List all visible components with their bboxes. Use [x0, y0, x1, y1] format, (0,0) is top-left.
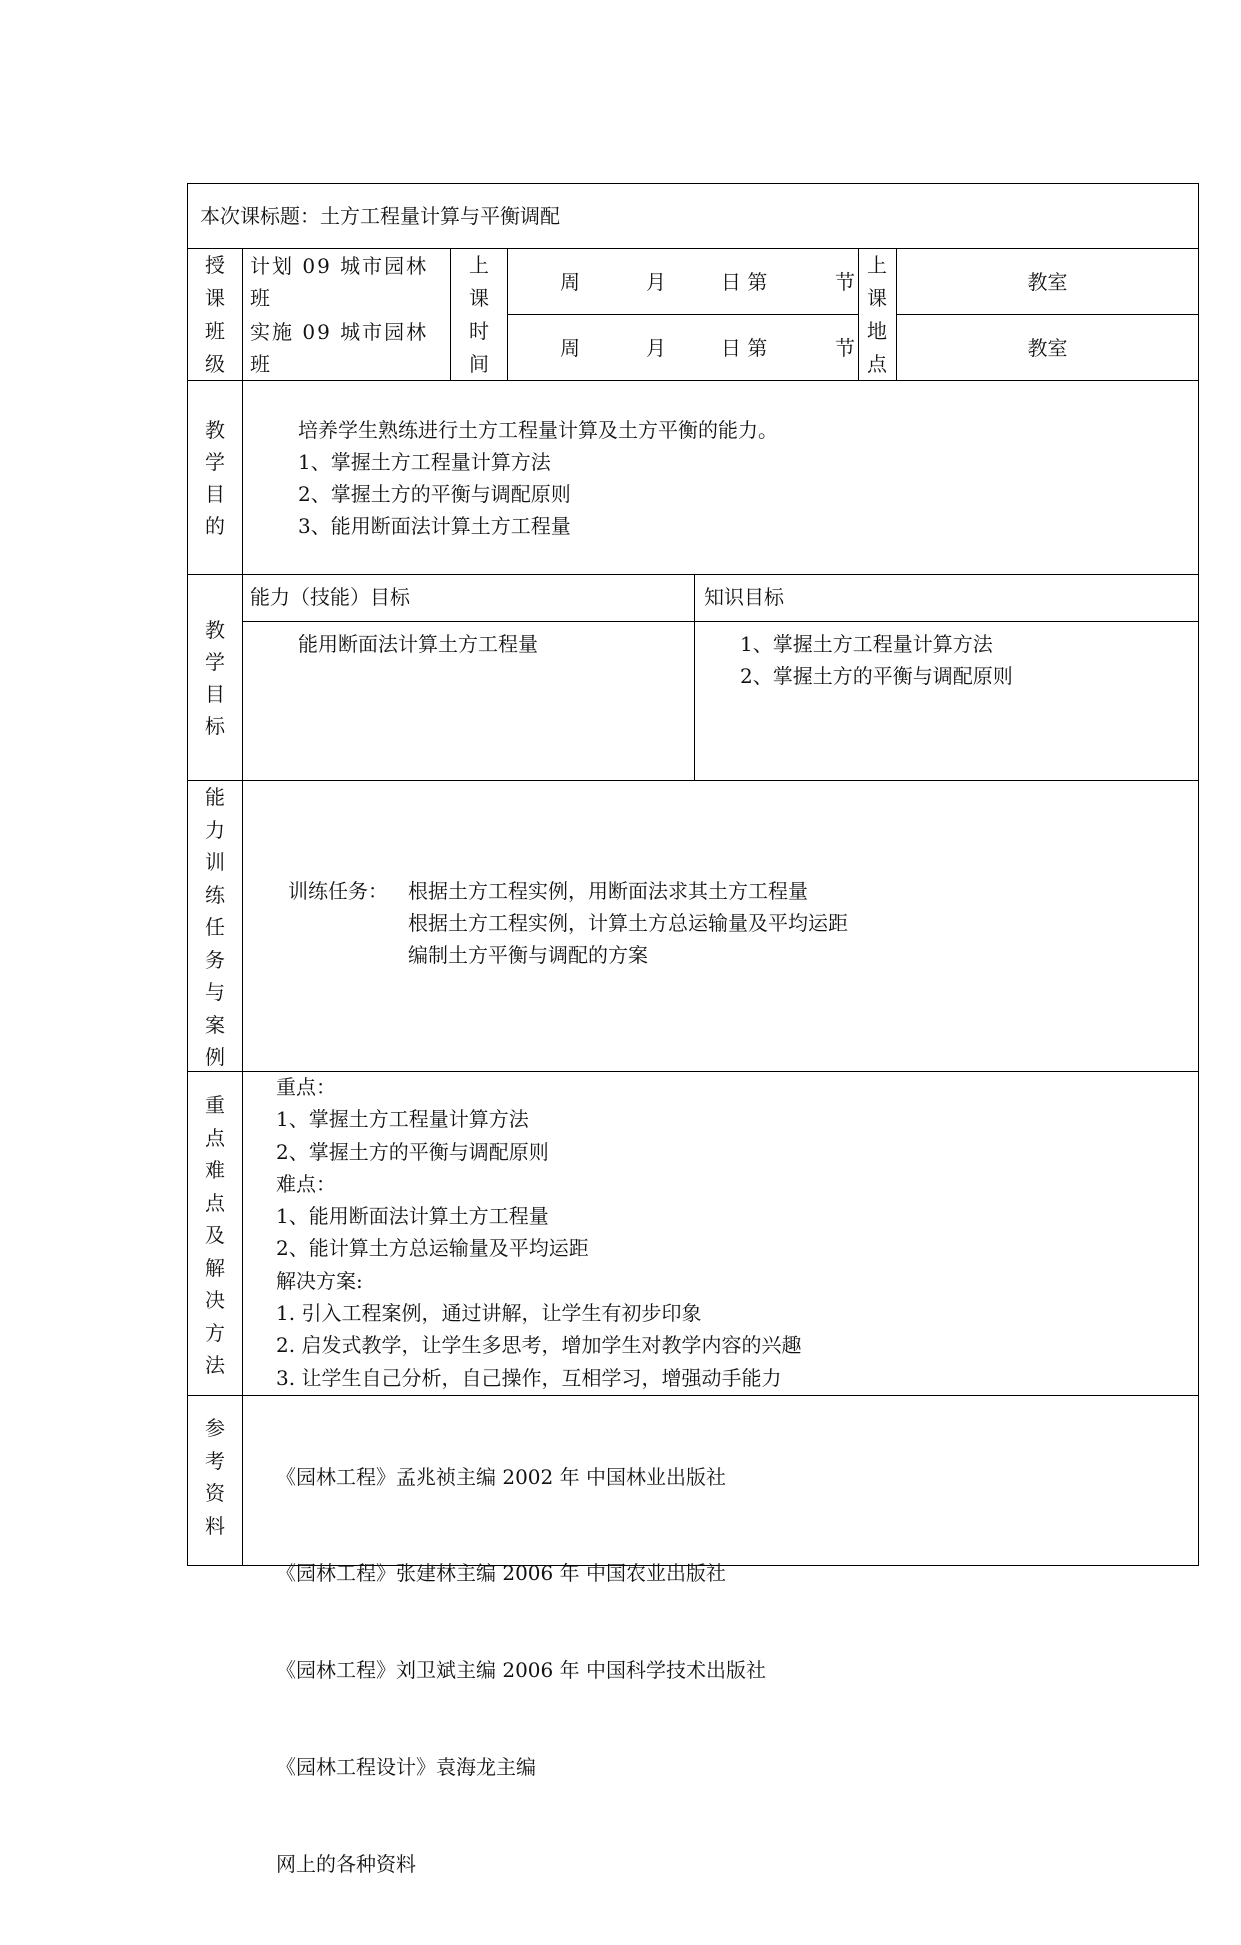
keypoints-line: 重点：	[276, 1075, 336, 1099]
keypoints-line: 2、掌握土方的平衡与调配原则	[276, 1139, 549, 1164]
keypoints-line: 2、能计算土方总运输量及平均运距	[276, 1236, 589, 1261]
period-label: 节	[835, 270, 855, 294]
training-label: 能 力 训 练 任 务 与 案 例	[205, 785, 225, 1069]
place-label: 上 课 地 点	[867, 253, 887, 376]
objective-line: 3、能用断面法计算土方工程量	[298, 514, 571, 538]
references-content	[276, 1396, 766, 1945]
objective-line: 2、掌握土方的平衡与调配原则	[298, 482, 571, 506]
training-line: 编制土方平衡与调配的方案	[408, 943, 648, 967]
knowledge-goal-line: 1、掌握土方工程量计算方法	[740, 632, 993, 656]
reference-line: 《园林工程》孟兆祯主编 2002 年 中国林业出版社	[276, 1464, 726, 1489]
reference-line: 《园林工程设计》袁海龙主编	[276, 1755, 536, 1780]
month-label: 月	[646, 336, 666, 360]
objective-label: 教 学 目 的	[205, 418, 225, 538]
lesson-plan-table	[187, 183, 1199, 1877]
impl-class: 实施 09 城市园林班	[250, 320, 429, 376]
week-label: 周	[560, 270, 580, 294]
keypoints-line: 2. 启发式教学，让学生多思考，增加学生对教学内容的兴趣	[276, 1333, 802, 1358]
week-label: 周	[560, 336, 580, 360]
reference-line: 网上的各种资料	[276, 1852, 416, 1877]
knowledge-goal-header: 知识目标	[704, 585, 784, 609]
objective-content	[298, 414, 778, 542]
ability-goal-content	[298, 628, 538, 660]
ability-goal-header: 能力（技能）目标	[250, 585, 410, 609]
reference-line: 《园林工程》张建林主编 2006 年 中国农业出版社	[276, 1561, 726, 1586]
keypoints-line: 解决方案:	[276, 1268, 363, 1293]
goals-label: 教 学 目 标	[205, 618, 225, 738]
keypoints-label: 重 点 难 点 及 解 决 方 法	[205, 1093, 225, 1377]
classroom-plan: 教室	[1027, 270, 1068, 294]
training-content	[408, 875, 848, 971]
time-row-impl	[508, 332, 858, 364]
training-prefix: 训练任务：	[288, 879, 388, 903]
keypoints-line: 难点：	[276, 1171, 336, 1196]
objective-line: 1、掌握土方工程量计算方法	[298, 450, 551, 474]
knowledge-goal-content	[740, 628, 1013, 692]
day-label: 日 第	[721, 336, 768, 360]
keypoints-content	[276, 1071, 801, 1394]
time-row-plan	[508, 266, 858, 298]
plan-class: 计划 09 城市园林班	[250, 254, 429, 310]
training-line: 根据土方工程实例，用断面法求其土方工程量	[408, 879, 808, 903]
objective-line: 培养学生熟练进行土方工程量计算及土方平衡的能力。	[298, 418, 778, 442]
day-label: 日 第	[721, 270, 768, 294]
keypoints-line: 3. 让学生自己分析，自己操作，互相学习，增强动手能力	[276, 1365, 782, 1390]
ability-goal-line: 能用断面法计算土方工程量	[298, 632, 538, 656]
classroom-impl: 教室	[1027, 336, 1068, 360]
references-label: 参 考 资 料	[205, 1416, 225, 1538]
keypoints-line: 1、能用断面法计算土方工程量	[276, 1204, 549, 1229]
month-label: 月	[646, 270, 666, 294]
knowledge-goal-line: 2、掌握土方的平衡与调配原则	[740, 664, 1013, 688]
keypoints-line: 1. 引入工程案例，通过讲解，让学生有初步印象	[276, 1301, 702, 1326]
period-label: 节	[835, 336, 855, 360]
time-label: 上 课 时 间	[469, 253, 489, 376]
reference-line: 《园林工程》刘卫斌主编 2006 年 中国科学技术出版社	[276, 1658, 766, 1683]
class-label: 授 课 班 级	[205, 253, 225, 376]
keypoints-line: 1、掌握土方工程量计算方法	[276, 1107, 529, 1132]
lesson-title: 本次课标题：土方工程量计算与平衡调配	[200, 204, 560, 228]
training-line: 根据土方工程实例，计算土方总运输量及平均运距	[408, 911, 848, 935]
